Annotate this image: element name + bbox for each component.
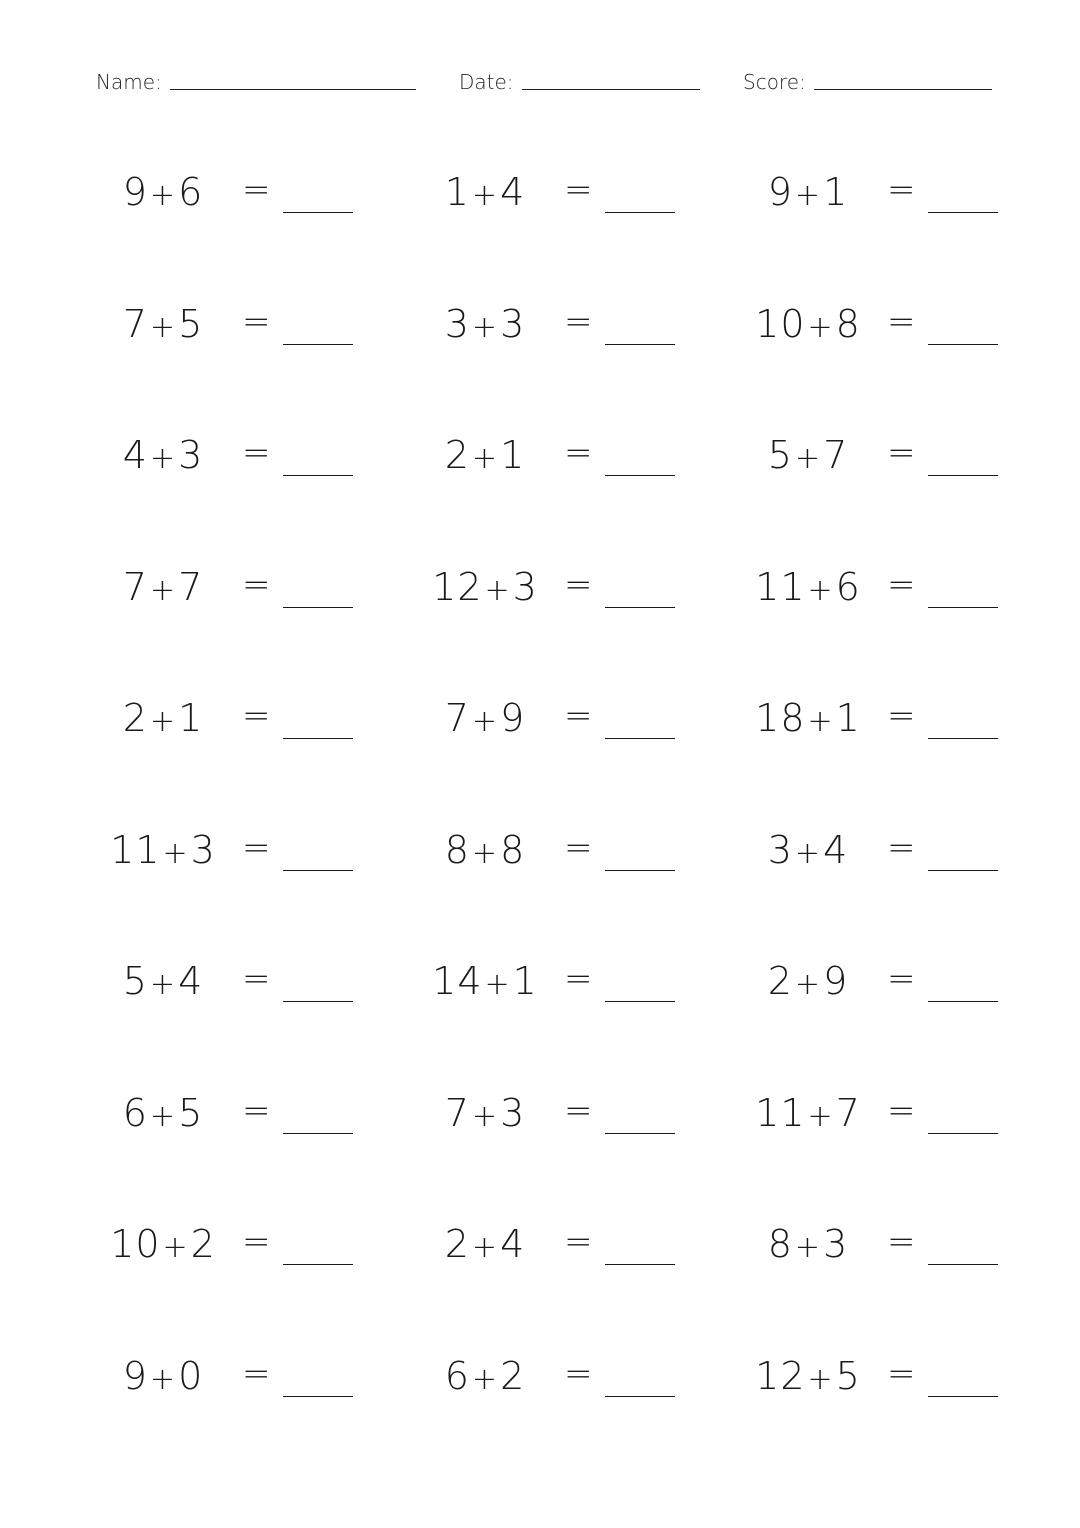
addend-b: 8	[835, 302, 861, 346]
name-label: Name:	[96, 70, 162, 94]
problem-expression	[430, 1354, 540, 1398]
addend-b: 6	[835, 565, 861, 609]
problem-expression	[753, 433, 863, 477]
problem-item	[753, 1346, 1053, 1406]
plus-sign: +	[807, 1362, 834, 1397]
addend-b: 8	[500, 828, 526, 872]
addend-b: 9	[500, 696, 526, 740]
plus-sign: +	[162, 1230, 189, 1265]
addend-b: 2	[500, 1354, 526, 1398]
plus-sign: +	[471, 836, 499, 871]
addend-a: 12	[755, 1354, 806, 1398]
answer-blank[interactable]	[283, 212, 353, 213]
addend-b: 1	[178, 696, 204, 740]
problem-item	[753, 425, 1053, 485]
addend-a: 9	[122, 170, 148, 214]
addend-a: 9	[122, 1354, 148, 1398]
addend-a: 6	[444, 1354, 470, 1398]
problem-item	[108, 688, 408, 748]
plus-sign: +	[149, 704, 177, 739]
answer-blank[interactable]	[283, 1396, 353, 1397]
plus-sign: +	[807, 573, 834, 608]
problem-item	[108, 425, 408, 485]
problem-item	[430, 425, 730, 485]
answer-blank[interactable]	[928, 212, 998, 213]
plus-sign: +	[149, 310, 177, 345]
answer-blank[interactable]	[605, 1001, 675, 1002]
equals-sign: =	[242, 1354, 271, 1394]
addend-a: 8	[767, 1222, 793, 1266]
addend-b: 3	[823, 1222, 849, 1266]
plus-sign: +	[807, 310, 834, 345]
equals-sign: =	[242, 1222, 271, 1262]
problem-item	[108, 557, 408, 617]
problem-item	[430, 688, 730, 748]
addend-a: 3	[767, 828, 793, 872]
problem-item	[753, 820, 1053, 880]
problem-item	[108, 1214, 408, 1274]
problem-expression	[108, 302, 218, 346]
plus-sign: +	[149, 178, 177, 213]
addend-a: 2	[444, 433, 470, 477]
plus-sign: +	[794, 441, 822, 476]
addend-b: 1	[512, 959, 538, 1003]
equals-sign: =	[887, 1222, 916, 1262]
addend-a: 8	[444, 828, 470, 872]
problem-expression	[108, 1222, 218, 1266]
problem-expression	[430, 433, 540, 477]
addend-a: 5	[122, 959, 148, 1003]
plus-sign: +	[471, 1362, 499, 1397]
plus-sign: +	[149, 1099, 177, 1134]
problem-expression	[108, 170, 218, 214]
plus-sign: +	[471, 178, 499, 213]
equals-sign: =	[564, 170, 593, 210]
answer-blank[interactable]	[928, 475, 998, 476]
addend-a: 7	[444, 1091, 470, 1135]
equals-sign: =	[564, 1354, 593, 1394]
plus-sign: +	[149, 967, 177, 1002]
problem-item	[753, 951, 1053, 1011]
problem-expression	[108, 828, 218, 872]
addend-b: 0	[178, 1354, 204, 1398]
addend-b: 1	[835, 696, 861, 740]
plus-sign: +	[471, 704, 499, 739]
addend-a: 11	[110, 828, 161, 872]
answer-blank[interactable]	[283, 475, 353, 476]
problem-expression	[430, 302, 540, 346]
answer-blank[interactable]	[283, 607, 353, 608]
problem-expression	[430, 959, 540, 1003]
equals-sign: =	[887, 302, 916, 342]
addend-b: 6	[178, 170, 204, 214]
equals-sign: =	[564, 828, 593, 868]
equals-sign: =	[242, 696, 271, 736]
addend-a: 1	[444, 170, 470, 214]
addend-b: 7	[835, 1091, 861, 1135]
date-label: Date:	[459, 70, 514, 94]
addend-b: 5	[178, 302, 204, 346]
problem-expression	[753, 696, 863, 740]
score-label: Score:	[743, 70, 806, 94]
answer-blank[interactable]	[283, 344, 353, 345]
equals-sign: =	[564, 433, 593, 473]
addend-b: 3	[190, 828, 216, 872]
problem-item	[430, 1214, 730, 1274]
answer-blank[interactable]	[928, 870, 998, 871]
problem-item	[108, 162, 408, 222]
answer-blank[interactable]	[928, 738, 998, 739]
problem-expression	[430, 1091, 540, 1135]
problem-expression	[108, 433, 218, 477]
equals-sign: =	[887, 565, 916, 605]
problem-item	[108, 294, 408, 354]
answer-blank[interactable]	[928, 1264, 998, 1265]
problem-item	[753, 1083, 1053, 1143]
problem-item	[430, 557, 730, 617]
addend-b: 7	[823, 433, 849, 477]
plus-sign: +	[807, 1099, 834, 1134]
problem-item	[753, 294, 1053, 354]
problem-expression	[108, 1091, 218, 1135]
equals-sign: =	[564, 302, 593, 342]
equals-sign: =	[242, 828, 271, 868]
answer-blank[interactable]	[928, 344, 998, 345]
equals-sign: =	[242, 170, 271, 210]
problem-expression	[108, 959, 218, 1003]
plus-sign: +	[149, 1362, 177, 1397]
addend-a: 2	[444, 1222, 470, 1266]
equals-sign: =	[887, 1091, 916, 1131]
problem-item	[108, 951, 408, 1011]
answer-blank[interactable]	[283, 870, 353, 871]
problem-expression	[430, 696, 540, 740]
answer-blank[interactable]	[928, 1133, 998, 1134]
equals-sign: =	[887, 828, 916, 868]
problem-expression	[753, 565, 863, 609]
answer-blank[interactable]	[928, 607, 998, 608]
plus-sign: +	[471, 1099, 499, 1134]
addend-b: 3	[500, 302, 526, 346]
answer-blank[interactable]	[283, 1001, 353, 1002]
answer-blank[interactable]	[928, 1396, 998, 1397]
equals-sign: =	[564, 565, 593, 605]
addend-a: 3	[444, 302, 470, 346]
addend-b: 3	[500, 1091, 526, 1135]
plus-sign: +	[471, 1230, 499, 1265]
problem-expression	[430, 1222, 540, 1266]
answer-blank[interactable]	[605, 475, 675, 476]
addend-a: 4	[122, 433, 148, 477]
equals-sign: =	[564, 1091, 593, 1131]
equals-sign: =	[242, 302, 271, 342]
problem-expression	[753, 828, 863, 872]
addend-a: 11	[755, 1091, 806, 1135]
problem-item	[430, 1346, 730, 1406]
answer-blank[interactable]	[605, 870, 675, 871]
addend-a: 11	[755, 565, 806, 609]
plus-sign: +	[149, 441, 177, 476]
answer-blank[interactable]	[605, 212, 675, 213]
addend-a: 7	[122, 302, 148, 346]
problem-expression	[753, 302, 863, 346]
addend-a: 5	[767, 433, 793, 477]
problem-expression	[753, 1354, 863, 1398]
answer-blank[interactable]	[283, 738, 353, 739]
addend-b: 3	[512, 565, 538, 609]
problem-item	[430, 1083, 730, 1143]
problem-expression	[753, 170, 863, 214]
problem-expression	[753, 959, 863, 1003]
addend-b: 9	[823, 959, 849, 1003]
answer-blank[interactable]	[605, 607, 675, 608]
plus-sign: +	[794, 178, 822, 213]
problem-item	[430, 162, 730, 222]
addend-b: 3	[178, 433, 204, 477]
equals-sign: =	[887, 433, 916, 473]
answer-blank[interactable]	[283, 1133, 353, 1134]
addend-a: 10	[755, 302, 806, 346]
answer-blank[interactable]	[605, 1264, 675, 1265]
addend-a: 6	[122, 1091, 148, 1135]
addend-a: 10	[110, 1222, 161, 1266]
problem-item	[753, 1214, 1053, 1274]
problem-item	[753, 162, 1053, 222]
plus-sign: +	[794, 967, 822, 1002]
equals-sign: =	[242, 1091, 271, 1131]
equals-sign: =	[242, 565, 271, 605]
addend-b: 1	[823, 170, 849, 214]
plus-sign: +	[807, 704, 834, 739]
plus-sign: +	[794, 836, 822, 871]
addend-b: 5	[835, 1354, 861, 1398]
equals-sign: =	[887, 1354, 916, 1394]
addend-a: 2	[122, 696, 148, 740]
answer-blank[interactable]	[928, 1001, 998, 1002]
problem-expression	[430, 828, 540, 872]
plus-sign: +	[149, 573, 177, 608]
equals-sign: =	[887, 959, 916, 999]
equals-sign: =	[887, 170, 916, 210]
problem-item	[753, 557, 1053, 617]
problem-item	[430, 951, 730, 1011]
addend-a: 7	[122, 565, 148, 609]
plus-sign: +	[162, 836, 189, 871]
answer-blank[interactable]	[605, 1396, 675, 1397]
plus-sign: +	[794, 1230, 822, 1265]
problem-expression	[430, 170, 540, 214]
equals-sign: =	[564, 1222, 593, 1262]
addend-b: 4	[823, 828, 849, 872]
problem-expression	[753, 1222, 863, 1266]
addend-a: 2	[767, 959, 793, 1003]
plus-sign: +	[471, 310, 499, 345]
addend-a: 7	[444, 696, 470, 740]
problem-item	[430, 820, 730, 880]
equals-sign: =	[564, 696, 593, 736]
problem-expression	[430, 565, 540, 609]
addend-b: 7	[178, 565, 204, 609]
problem-item	[108, 820, 408, 880]
addend-a: 18	[755, 696, 806, 740]
equals-sign: =	[242, 959, 271, 999]
answer-blank[interactable]	[605, 344, 675, 345]
answer-blank[interactable]	[605, 738, 675, 739]
problem-item	[430, 294, 730, 354]
problem-expression	[108, 1354, 218, 1398]
problem-item	[108, 1083, 408, 1143]
answer-blank[interactable]	[605, 1133, 675, 1134]
addend-b: 1	[500, 433, 526, 477]
addend-a: 14	[432, 959, 483, 1003]
problem-expression	[108, 696, 218, 740]
addend-a: 12	[432, 565, 483, 609]
plus-sign: +	[471, 441, 499, 476]
problem-item	[753, 688, 1053, 748]
equals-sign: =	[887, 696, 916, 736]
plus-sign: +	[484, 967, 511, 1002]
addend-b: 4	[500, 170, 526, 214]
problem-expression	[108, 565, 218, 609]
addend-b: 4	[500, 1222, 526, 1266]
addend-b: 5	[178, 1091, 204, 1135]
plus-sign: +	[484, 573, 511, 608]
addend-b: 2	[190, 1222, 216, 1266]
answer-blank[interactable]	[283, 1264, 353, 1265]
equals-sign: =	[242, 433, 271, 473]
equals-sign: =	[564, 959, 593, 999]
problem-expression	[753, 1091, 863, 1135]
addend-b: 4	[178, 959, 204, 1003]
problem-item	[108, 1346, 408, 1406]
addend-a: 9	[767, 170, 793, 214]
